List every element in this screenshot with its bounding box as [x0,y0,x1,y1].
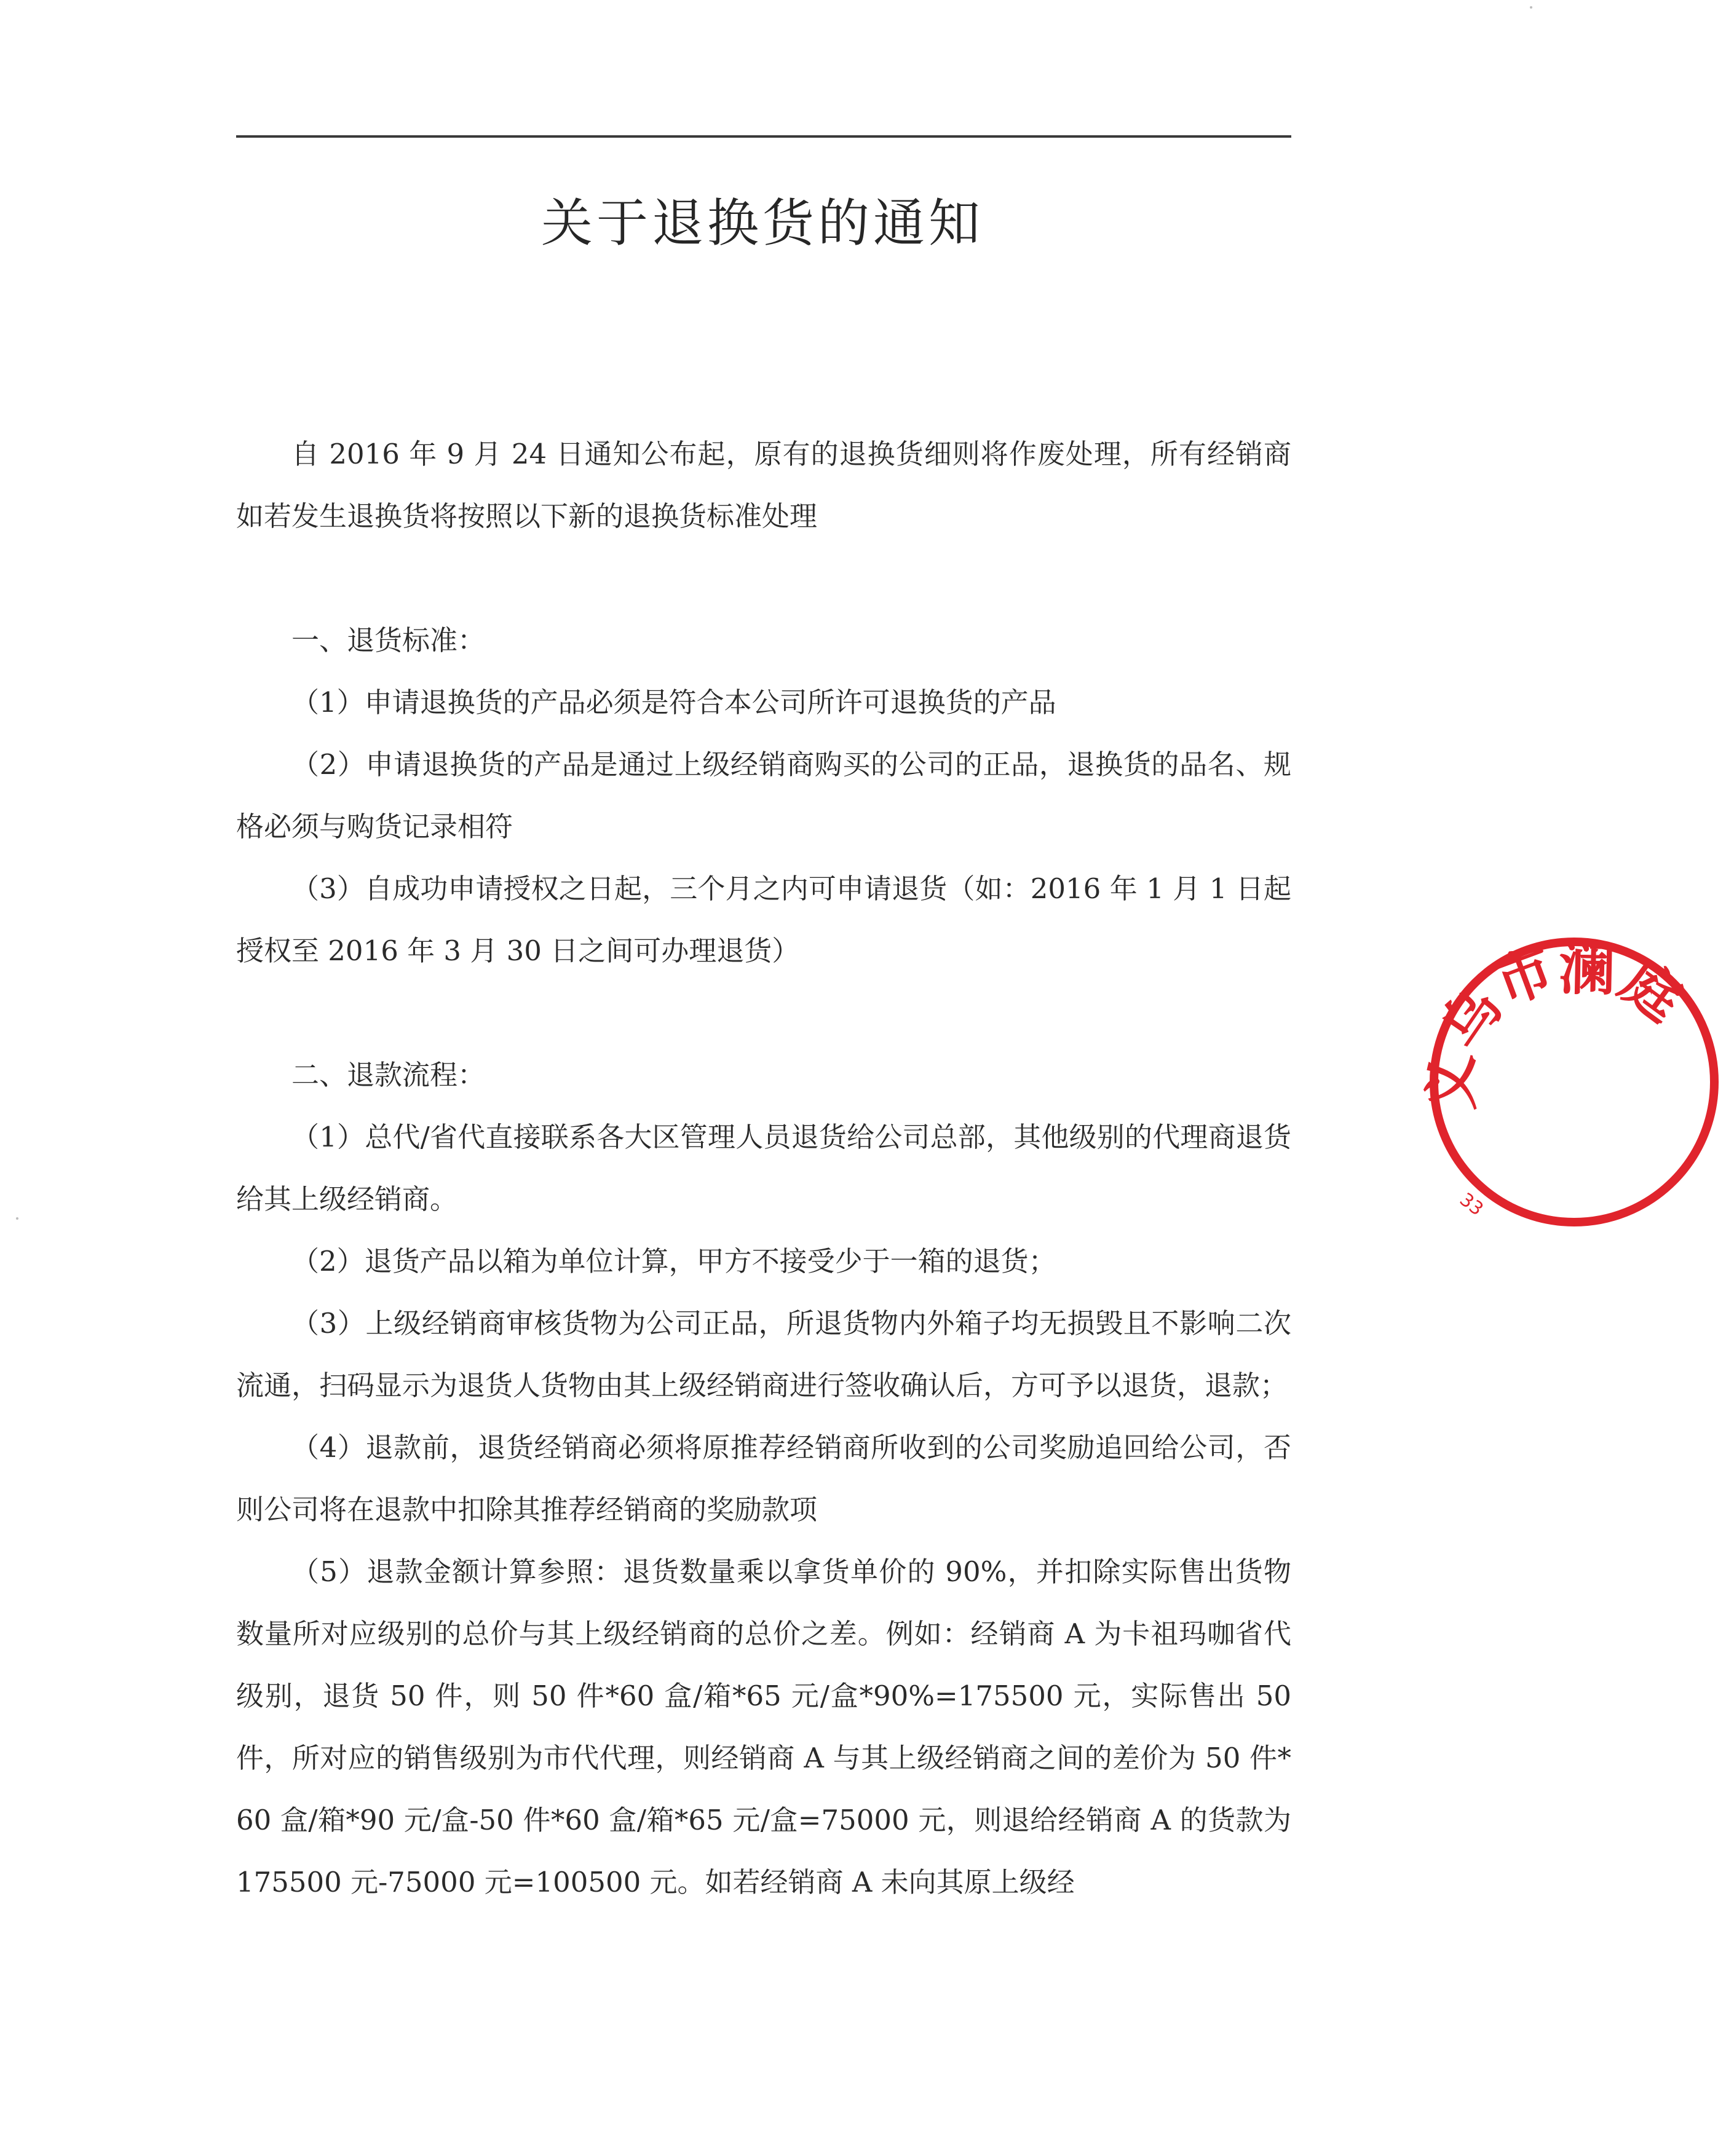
return-standard-item: （2）申请退换货的产品是通过上级经销商购买的公司的正品，退换货的品名、规格必须与购货记录相符 [236,748,1291,843]
seal-name-text: 义乌市澜庭 [1417,935,1694,1112]
section-refund-process-heading: 二、退款流程： [291,1059,486,1091]
refund-process-item: （5）退款金额计算参照：退货数量乘以拿货单价的 90%，并扣除实际售出货物数量所对应级别的总价与其上级经销商的总价之差。例如：经销商 A 为卡祖玛咖省代级别，退货 50 件，则 50 件*60 盒/箱*65 元/盒*90%=175500 元，实际售出 50 件，所对应的销售级别为市代代理，则经销商 A 与其上级经销商之间的差价为 50 件*60 盒/箱*90 元/盒-50 件*60 盒/箱*65 元/盒=75000 元，则退给经销商 A 的货款为 175500 元-75000 元=100500 元。如若经销商 A 未向其原上级经 [236,1555,1291,1898]
return-standard-item: （1）申请退换货的产品必须是符合本公司所许可退换货的产品 [291,686,1056,719]
intro-paragraph: 自 2016 年 9 月 24 日通知公布起，原有的退换货细则将作废处理，所有经销商如若发生退换货将按照以下新的退换货标准处理 [236,438,1291,532]
scan-speck [1530,6,1532,9]
refund-process-item: （3）上级经销商审核货物为公司正品，所退货物内外箱子均无损毁且不影响二次流通，扫码显示为退货人货物由其上级经销商进行签收确认后，方可予以退货，退款； [236,1307,1291,1402]
refund-process-item: （1）总代/省代直接联系各大区管理人员退货给公司总部，其他级别的代理商退货给其上级经销商。 [236,1121,1291,1215]
spacer [236,547,1291,609]
return-standard-item: （3）自成功申请授权之日起，三个月之内可申请退货（如：2016 年 1 月 1 日起授权至 2016 年 3 月 30 日之间可办理退货） [236,872,1291,967]
notice-title: 关于退换货的通知 [540,193,984,253]
scan-speck [16,1217,18,1220]
company-seal-stamp [1414,922,1734,1242]
refund-process-item: （4）退款前，退货经销商必须将原推荐经销商所收到的公司奖励追回给公司，否则公司将在退款中扣除其推荐经销商的奖励款项 [236,1431,1291,1526]
spacer [236,982,1291,1044]
header-rule [236,135,1291,138]
section-return-standards-heading: 一、退货标准： [291,624,486,657]
notice-body [236,423,1291,1913]
refund-process-item: （2）退货产品以箱为单位计算，甲方不接受少于一箱的退货； [291,1245,1056,1277]
seal-number-text: 33 [1455,1188,1487,1220]
